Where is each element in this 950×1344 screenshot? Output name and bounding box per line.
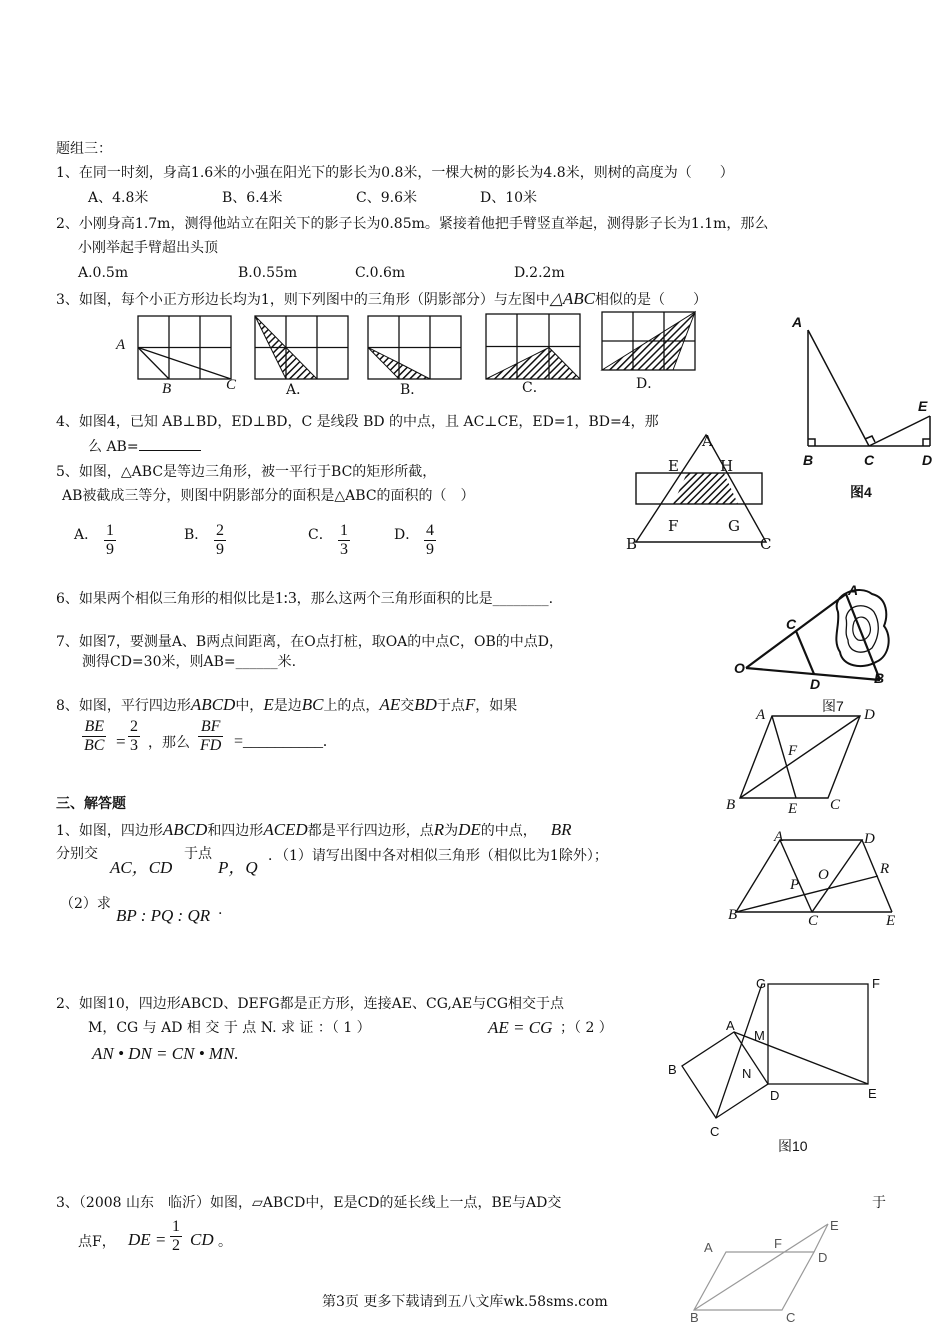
q8-ae: AE [379, 695, 401, 714]
q8-bd: BD [414, 695, 437, 714]
q8-frac2-den: 3 [130, 737, 138, 754]
section3-title: 三、解答题 [56, 796, 126, 812]
fig7-label-o: O [734, 660, 745, 676]
q2-option-d: D.2.2m [514, 265, 565, 281]
q5-label-f: F [668, 517, 679, 535]
fig7-label-b: B [874, 670, 885, 686]
p1-br: BR [550, 820, 572, 839]
q2-line2: 小刚举起手臂超出头顶 [78, 240, 218, 256]
p1-seg-a: 1、如图，四边形 [56, 823, 163, 839]
q5-frac-b-den: 9 [216, 541, 224, 558]
p1-label-o: O [818, 867, 829, 883]
q8-frac-bf-fd [198, 718, 223, 755]
q8-f: F [464, 695, 476, 714]
q6-tail: ，那么这两个三角形面积的比是________. [296, 591, 554, 607]
p1-label-a: A [774, 829, 784, 845]
p3-cd: CD [190, 1230, 214, 1249]
q8-seg-f: 于点 [436, 698, 465, 714]
q5-frac-a [104, 522, 116, 559]
fig10-label-b: B [668, 1062, 677, 1077]
q5-frac-c [338, 522, 350, 559]
fig10-label-e: E [868, 1086, 877, 1101]
q8-abcd: ABCD [190, 695, 236, 714]
p2-line2b: ；（ 2 ） [560, 1020, 613, 1036]
p3-seg-b: ▱ABCD中，E是CD的延长线上一点，BE与AD交 [252, 1195, 562, 1211]
q5-frac-a-num: 1 [106, 522, 114, 539]
p1-abcd: ABCD [162, 820, 208, 839]
q8-frac1-num: BE [82, 718, 106, 737]
q1-option-c: C、9.6米 [356, 190, 417, 206]
q6-ratio: 1:3 [274, 588, 297, 607]
q8-label-a: A [756, 707, 766, 723]
q1-option-d: D、10米 [480, 190, 538, 206]
p1-ratio: BP : PQ : QR [116, 906, 211, 925]
q7-line2: 测得CD=30米，则AB=______米. [82, 654, 297, 670]
q8-line1 [56, 695, 517, 715]
q4-blank [139, 450, 201, 451]
q8-frac3-num: BF [198, 718, 223, 737]
page-footer: 第3页 更多下载请到五八文库wk.58sms.com [322, 1294, 608, 1310]
q3-option-a-grid [255, 316, 348, 379]
q5-label-e: E [668, 457, 679, 475]
fig10-label-m: M [754, 1028, 765, 1043]
fig4-label-b: B [803, 452, 814, 468]
q5-option-b: B． [184, 527, 209, 543]
p1-label-c: C [808, 913, 819, 929]
q5-line2: AB被截成三等分，则图中阴影部分的面积是△ABC的面积的（ ） [62, 488, 475, 504]
q8-label-b: B [726, 797, 736, 813]
q8-frac2-num: 2 [130, 718, 138, 735]
q3-stem: 3、如图，每个小正方形边长均为1，则下列图中的三角形（阴影部分）与左图中 [56, 292, 550, 308]
p3-line2a: 点F， [78, 1234, 116, 1250]
p2-line1: 2、如图10，四边形ABCD、DEFG都是正方形，连接AE、CG,AE与CG相交于点 [56, 996, 565, 1012]
group-title: 题组三： [56, 141, 112, 157]
p2-eq2: AN • DN = CN • MN. [92, 1044, 239, 1063]
q5-frac-c-den: 3 [340, 541, 348, 558]
q5-label-a: A [702, 432, 713, 450]
p3-line2b: 。 [218, 1234, 232, 1250]
fig10-label-n: N [742, 1066, 752, 1081]
p3-line1 [56, 1195, 561, 1212]
p3-eq: DE = [128, 1230, 167, 1249]
q8-frac-2-3 [128, 718, 140, 755]
q1-option-b: B、6.4米 [222, 190, 283, 206]
q7-line1: 7、如图7，要测量A、B两点间距离，在O点打桩，取OA的中点C，OB的中点D， [56, 634, 563, 650]
figure-10 [670, 970, 890, 1130]
q6-text [56, 588, 553, 608]
q3-option-b: B． [400, 382, 425, 398]
p1-ac-cd: AC，CD [110, 858, 173, 877]
fig4-label-a: A [792, 314, 803, 330]
q5-line1: 5、如图，△ABC是等边三角形，被一平行于BC的矩形所截， [56, 464, 437, 480]
q3-left-grid [138, 316, 231, 379]
p3-frac-den: 2 [172, 1237, 180, 1254]
p1-line2-mid: 于点 [184, 846, 212, 862]
p1-seg-c: 都是平行四边形，点 [307, 823, 434, 839]
p2-line2a: M，CG 与 AD 相 交 于 点 N. 求 证 ：（ 1 ） [88, 1020, 371, 1036]
fig4-caption: 图4 [850, 484, 872, 500]
q5-frac-d-num: 4 [426, 522, 434, 539]
p1-line1 [56, 820, 572, 840]
q8-figure [740, 712, 880, 807]
p1-aced: ACED [263, 820, 308, 839]
q5-option-c: C． [308, 527, 333, 543]
p3-label-e: E [830, 1218, 839, 1233]
q3-option-d-grid [602, 312, 695, 370]
q6-stem: 6、如果两个相似三角形的相似比是 [56, 591, 275, 607]
q3-label-b: B [162, 381, 172, 397]
p1-line3-end: . [218, 902, 223, 918]
q8-label-e: E [788, 801, 798, 817]
q4-line2 [88, 439, 201, 456]
fig7-label-d: D [810, 676, 821, 692]
q5-frac-d-den: 9 [426, 541, 434, 558]
p1-pq: P，Q [218, 858, 258, 877]
p3-label-d: D [818, 1250, 828, 1265]
q4-ab: 么 AB= [88, 439, 139, 455]
q4-line1: 4、如图4，已知 AB⊥BD，ED⊥BD，C 是线段 BD 的中点，且 AC⊥CE，ED=1，BD=4，那 [56, 414, 659, 430]
q5-frac-b-num: 2 [216, 522, 224, 539]
fig4-label-e: E [918, 398, 928, 414]
q3-option-c: C． [522, 380, 547, 396]
q3-option-d: D． [636, 376, 662, 392]
q5-label-b: B [626, 535, 638, 553]
p3-label-b: B [690, 1310, 699, 1325]
q5-label-g: G [728, 517, 740, 535]
q8-e: E [263, 695, 274, 714]
p3-label-a: A [704, 1240, 713, 1255]
p1-seg-e: 的中点， [480, 823, 537, 839]
q5-figure [626, 430, 776, 550]
q8-seg-g: ，如果 [475, 698, 518, 714]
fig10-label-g: G [756, 976, 767, 991]
q8-frac-be-bc [82, 718, 106, 755]
q3-option-b-grid [368, 316, 461, 379]
q8-seg-a: 8、如图，平行四边形 [56, 698, 191, 714]
p3-frac-num: 1 [172, 1218, 180, 1235]
p1-line3-start: （2）求 [60, 896, 111, 912]
q5-label-h: H [720, 457, 734, 475]
q2-line1: 2、小刚身高1.7m，测得他站立在阳关下的影子长为0.85m。紧接着他把手臂竖直举起，测得影子长为1.1m，那么 [56, 216, 769, 232]
q5-frac-b [214, 522, 226, 559]
p1-seg-d: 为 [444, 823, 459, 839]
q3-triangle: △ABC [549, 289, 595, 308]
p1-label-e: E [886, 913, 896, 929]
p2-eq1: AE = CG [488, 1018, 553, 1037]
q1-option-a: A、4.8米 [88, 190, 149, 206]
q8-seg-b: 中， [235, 698, 264, 714]
fig10-label-f: F [872, 976, 880, 991]
fig10-label-d: D [770, 1088, 780, 1103]
fig10-label-c: C [710, 1124, 720, 1139]
q3-option-a: A． [286, 382, 311, 398]
q8-frac3-den: FD [200, 737, 222, 754]
q3-tail: 相似的是（ ） [595, 292, 707, 308]
q3-label-c: C [226, 377, 237, 393]
q8-label-c: C [830, 797, 841, 813]
q8-eq2: =__________. [234, 733, 328, 750]
q5-option-a: A． [74, 527, 99, 543]
q5-label-c: C [760, 535, 772, 553]
p1-line2-end: ．（1）请写出图中各对相似三角形（相似比为1除外）； [268, 848, 608, 864]
p1-de: DE [458, 820, 481, 839]
fig7-caption: 图7 [822, 698, 844, 714]
p3-label-c: C [786, 1310, 796, 1325]
fig7-label-c: C [786, 616, 797, 632]
q5-frac-c-num: 1 [340, 522, 348, 539]
p3-label-f: F [774, 1236, 782, 1251]
p3-seg-a: 3、（2008 山东 临沂）如图， [56, 1195, 252, 1211]
fig7-label-a: A [848, 582, 859, 598]
fig4-label-c: C [864, 452, 875, 468]
q8-label-d: D [864, 707, 875, 723]
q8-seg-c: 是边 [273, 698, 302, 714]
p1-line2-start: 分别交 [56, 846, 98, 862]
p3-frac [170, 1218, 182, 1255]
p1-label-p: P [790, 877, 800, 893]
p1-seg-b: 和四边形 [207, 823, 264, 839]
q3-label-a: A [116, 337, 126, 353]
q2-option-b: B.0.55m [238, 265, 298, 281]
q1-text: 1、在同一时刻，身高1.6米的小强在阳光下的影长为0.8米，一棵大树的影长为4.8米，则树的高度为（ ） [56, 165, 734, 181]
q3-text [56, 289, 707, 309]
q2-option-c: C.0.6m [355, 265, 406, 281]
p1-label-b: B [728, 907, 738, 923]
q5-frac-a-den: 9 [106, 541, 114, 558]
q8-bc: BC [301, 695, 324, 714]
q3-option-c-grid [486, 314, 580, 379]
q8-frac1-den: BC [84, 737, 105, 754]
p3-yu: 于 [872, 1195, 886, 1211]
q8-seg-d: 上的点， [323, 698, 380, 714]
q5-frac-d [424, 522, 436, 559]
q2-option-a: A.0.5m [78, 265, 129, 281]
fig10-caption: 图10 [778, 1138, 808, 1154]
fig4-label-d: D [922, 452, 933, 468]
q8-label-f: F [788, 743, 798, 759]
p1-label-d: D [864, 831, 875, 847]
p1-r: R [433, 820, 445, 839]
q8-mid: ，那么 [148, 735, 190, 751]
q8-eq1: = [116, 732, 126, 751]
fig10-label-a: A [726, 1018, 735, 1033]
p1-label-r: R [880, 861, 890, 877]
q8-seg-e: 交 [400, 698, 415, 714]
q5-option-d: D． [394, 527, 420, 543]
